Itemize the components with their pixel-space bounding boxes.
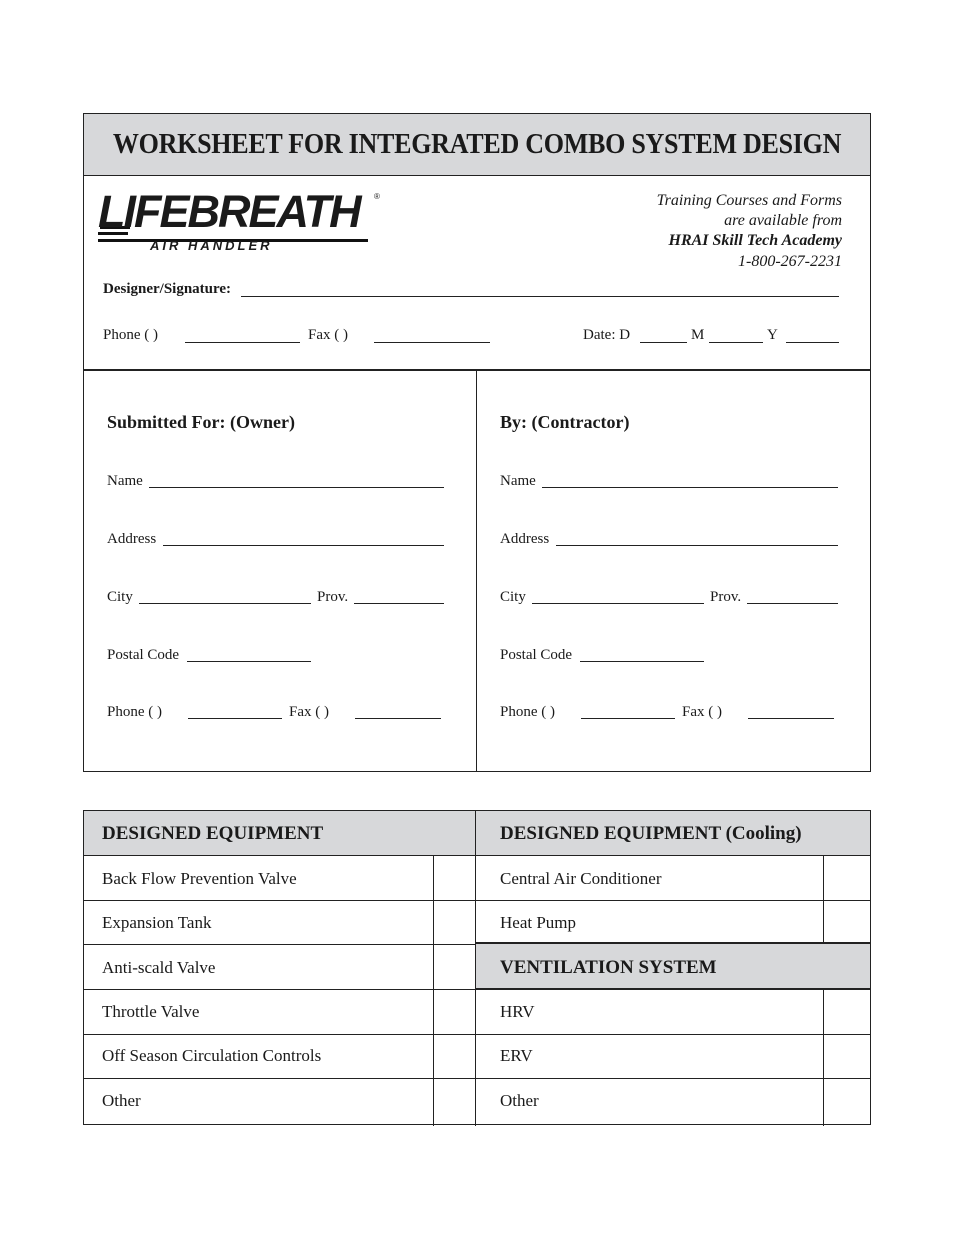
owner-address-field[interactable] xyxy=(163,545,444,546)
contractor-prov-label: Prov. xyxy=(710,589,742,605)
owner-fax-label: Fax ( ) xyxy=(289,704,329,720)
info-line-4: 1-800-267-2231 xyxy=(738,253,842,270)
cooling-heading: DESIGNED EQUIPMENT (Cooling) xyxy=(500,823,802,844)
row-rule xyxy=(476,942,870,944)
checkbox-throttle[interactable] xyxy=(434,990,475,1034)
column-divider xyxy=(476,370,477,771)
owner-phone-label: Phone ( ) xyxy=(107,704,162,720)
row-rule xyxy=(476,900,870,901)
left-item: Throttle Valve xyxy=(102,1002,200,1021)
owner-postal-field[interactable] xyxy=(187,661,311,662)
owner-prov-label: Prov. xyxy=(317,589,349,605)
ventilation-item: ERV xyxy=(500,1046,533,1065)
owner-prov-field[interactable] xyxy=(354,603,444,604)
contractor-city-label: City xyxy=(500,589,526,605)
left-item: Anti-scald Valve xyxy=(102,958,216,977)
row-rule xyxy=(84,855,476,856)
row-rule xyxy=(476,855,870,856)
date-month-field[interactable] xyxy=(709,342,763,343)
header-section xyxy=(83,113,871,371)
fax-field[interactable] xyxy=(374,342,490,343)
cooling-item: Heat Pump xyxy=(500,913,577,932)
ventilation-heading: VENTILATION SYSTEM xyxy=(500,957,717,978)
page-title: WORKSHEET FOR INTEGRATED COMBO SYSTEM DESIGN xyxy=(112,129,842,160)
equipment-table xyxy=(83,810,871,1125)
title-bar xyxy=(84,114,870,176)
submitted-section xyxy=(83,369,871,772)
logo-wordmark: LIFEBREATH xyxy=(98,186,360,237)
contractor-prov-field[interactable] xyxy=(747,603,838,604)
contractor-postal-label: Postal Code xyxy=(500,647,573,663)
checkbox-heat-pump[interactable] xyxy=(824,901,870,942)
owner-name-field[interactable] xyxy=(149,487,444,488)
checkbox-off-season[interactable] xyxy=(434,1035,475,1078)
checkbox-central-air[interactable] xyxy=(824,856,870,900)
owner-city-field[interactable] xyxy=(139,603,311,604)
row-rule xyxy=(84,1078,476,1079)
row-rule xyxy=(476,988,870,990)
left-item: Back Flow Prevention Valve xyxy=(102,869,297,888)
row-rule xyxy=(84,900,476,901)
left-item: Off Season Circulation Controls xyxy=(102,1046,322,1065)
info-line-2: are available from xyxy=(724,212,842,229)
left-item: Expansion Tank xyxy=(102,913,212,932)
contractor-phone-field[interactable] xyxy=(581,718,675,719)
owner-heading: Submitted For: (Owner) xyxy=(107,412,295,432)
info-line-1: Training Courses and Forms xyxy=(656,192,842,209)
contractor-name-label: Name xyxy=(500,473,536,489)
registered-mark: ® xyxy=(374,192,380,201)
owner-postal-label: Postal Code xyxy=(107,647,180,663)
designer-label: Designer/Signature: xyxy=(103,281,232,297)
row-rule xyxy=(476,1078,870,1079)
info-line-3: HRAI Skill Tech Academy xyxy=(668,232,842,249)
checkbox-right-other[interactable] xyxy=(824,1079,870,1124)
owner-phone-field[interactable] xyxy=(188,718,282,719)
contractor-heading: By: (Contractor) xyxy=(500,412,630,432)
left-heading: DESIGNED EQUIPMENT xyxy=(102,823,324,844)
checkbox-back-flow[interactable] xyxy=(434,856,475,900)
date-month-label: M xyxy=(691,327,705,343)
ventilation-item: HRV xyxy=(500,1002,535,1021)
cooling-item: Central Air Conditioner xyxy=(500,869,662,888)
contractor-fax-label: Fax ( ) xyxy=(682,704,722,720)
contractor-address-label: Address xyxy=(500,531,550,547)
contractor-fax-field[interactable] xyxy=(748,718,834,719)
row-rule xyxy=(476,1034,870,1035)
contractor-address-field[interactable] xyxy=(556,545,838,546)
checkbox-left-other[interactable] xyxy=(434,1079,475,1124)
contractor-phone-label: Phone ( ) xyxy=(500,704,555,720)
checkbox-expansion-tank[interactable] xyxy=(434,901,475,944)
row-rule xyxy=(84,944,476,945)
date-year-field[interactable] xyxy=(786,342,839,343)
row-rule xyxy=(84,989,476,990)
phone-label: Phone ( ) xyxy=(103,327,158,343)
owner-fax-field[interactable] xyxy=(355,718,441,719)
owner-name-label: Name xyxy=(107,473,143,489)
fax-label: Fax ( ) xyxy=(308,327,348,343)
logo-subtitle: AIR HANDLER xyxy=(150,238,273,253)
checkbox-anti-scald[interactable] xyxy=(434,945,475,989)
date-year-label: Y xyxy=(767,327,778,343)
contractor-city-field[interactable] xyxy=(532,603,704,604)
designer-field[interactable] xyxy=(241,296,839,297)
owner-city-label: City xyxy=(107,589,133,605)
owner-address-label: Address xyxy=(107,531,157,547)
row-rule xyxy=(84,1034,476,1035)
date-day-field[interactable] xyxy=(640,342,687,343)
checkbox-hrv[interactable] xyxy=(824,990,870,1034)
ventilation-item: Other xyxy=(500,1091,539,1110)
checkbox-erv[interactable] xyxy=(824,1035,870,1078)
contractor-postal-field[interactable] xyxy=(580,661,704,662)
date-day-label: Date: D xyxy=(583,327,631,343)
lifebreath-logo xyxy=(98,186,380,256)
phone-field[interactable] xyxy=(185,342,300,343)
left-item: Other xyxy=(102,1091,141,1110)
contractor-name-field[interactable] xyxy=(542,487,838,488)
